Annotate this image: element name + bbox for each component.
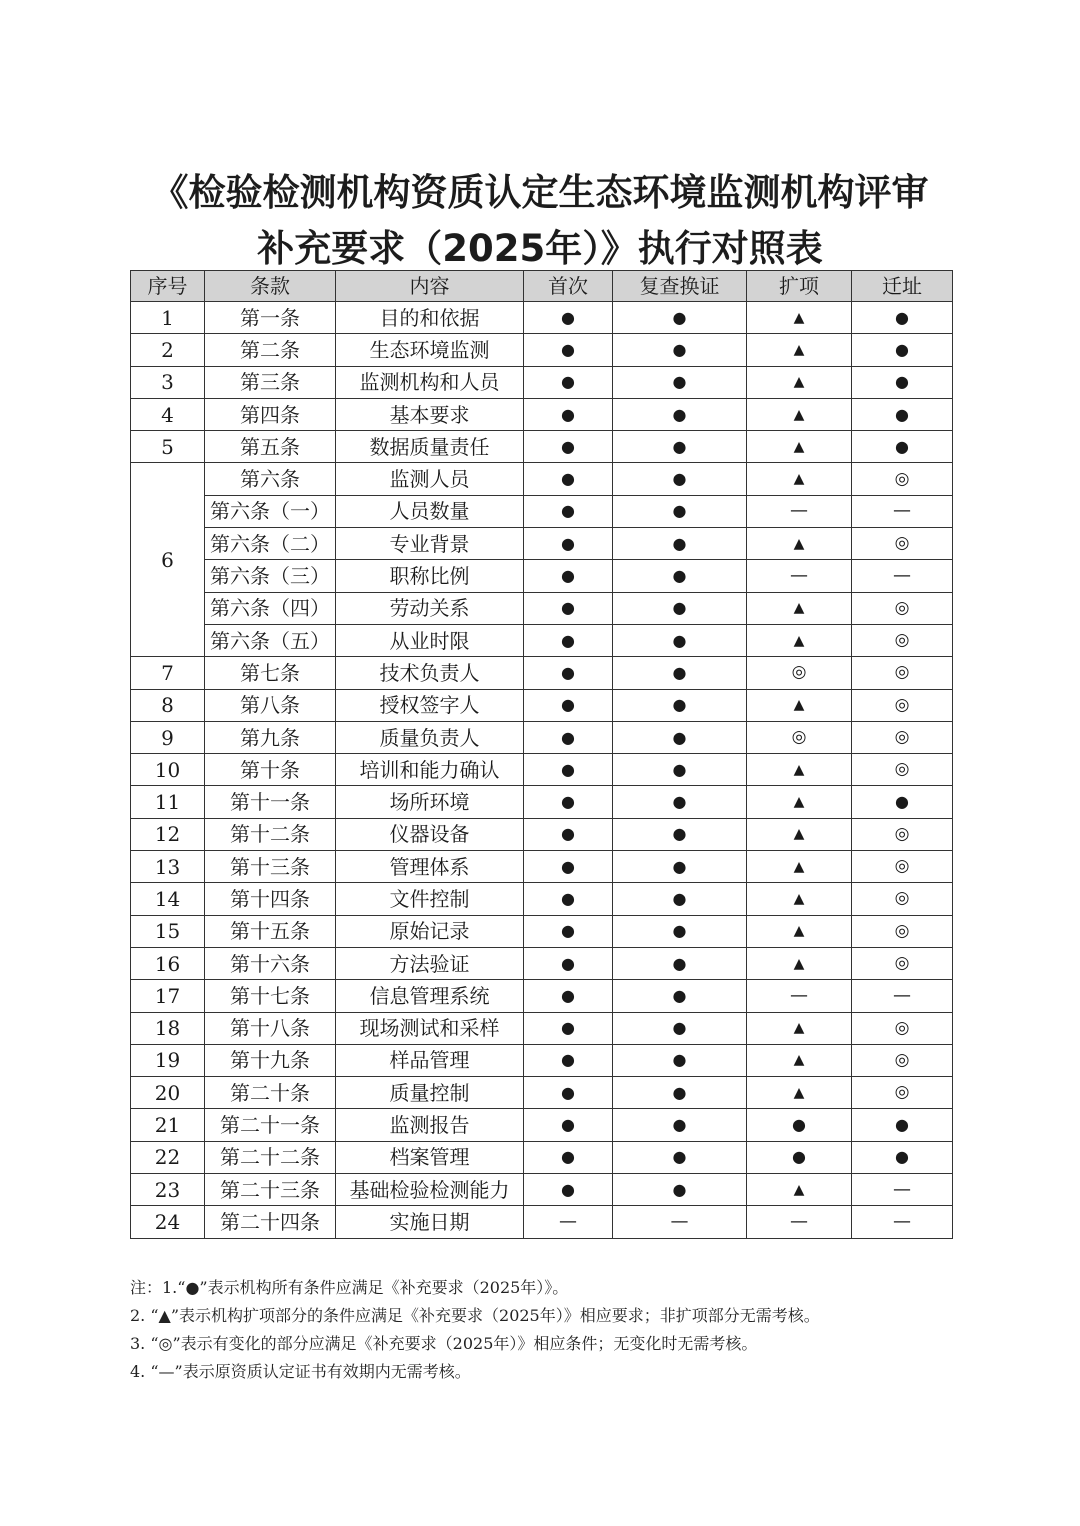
cell-renewal-symbol: ● — [613, 431, 747, 463]
cell-initial-symbol: ● — [524, 592, 613, 624]
cell-content: 培训和能力确认 — [336, 754, 524, 786]
cell-renewal-symbol: ● — [613, 1077, 747, 1109]
table-row — [131, 1012, 953, 1044]
cell-clause: 第十八条 — [205, 1012, 336, 1044]
cell-renewal-symbol: ● — [613, 947, 747, 979]
cell-expansion-symbol: ▲ — [747, 851, 852, 883]
table-row — [131, 302, 953, 334]
cell-renewal-symbol: ● — [613, 818, 747, 850]
cell-renewal-symbol: ● — [613, 366, 747, 398]
cell-renewal-symbol: — — [613, 1206, 747, 1238]
cell-relocation-symbol: ◎ — [852, 851, 953, 883]
cell-serial-number: 6 — [131, 463, 205, 657]
cell-relocation-symbol: — — [852, 1174, 953, 1206]
cell-relocation-symbol: ◎ — [852, 624, 953, 656]
cell-relocation-symbol: ◎ — [852, 947, 953, 979]
cell-content: 基础检验检测能力 — [336, 1174, 524, 1206]
note-1: 注：1.“●”表示机构所有条件应满足《补充要求（2025年）》。 — [130, 1278, 569, 1297]
cell-relocation-symbol: ● — [852, 786, 953, 818]
cell-initial-symbol: ● — [524, 495, 613, 527]
cell-initial-symbol: ● — [524, 1012, 613, 1044]
cell-expansion-symbol: ▲ — [747, 398, 852, 430]
table-row — [131, 851, 953, 883]
table-row — [131, 818, 953, 850]
cell-clause: 第二十条 — [205, 1077, 336, 1109]
table-row — [131, 689, 953, 721]
cell-initial-symbol: ● — [524, 980, 613, 1012]
header-clause: 条款 — [205, 271, 336, 302]
cell-relocation-symbol: ◎ — [852, 1044, 953, 1076]
cell-relocation-symbol: ◎ — [852, 689, 953, 721]
cell-expansion-symbol: ▲ — [747, 786, 852, 818]
cell-renewal-symbol: ● — [613, 302, 747, 334]
document-title-line-2: 补充要求（2025年）》执行对照表 — [257, 227, 823, 270]
cell-relocation-symbol: — — [852, 980, 953, 1012]
cell-renewal-symbol: ● — [613, 915, 747, 947]
cell-relocation-symbol: ◎ — [852, 754, 953, 786]
cell-serial-number: 7 — [131, 657, 205, 689]
cell-expansion-symbol: ▲ — [747, 302, 852, 334]
cell-initial-symbol: ● — [524, 883, 613, 915]
cell-initial-symbol: ● — [524, 851, 613, 883]
cell-renewal-symbol: ● — [613, 883, 747, 915]
cell-content: 场所环境 — [336, 786, 524, 818]
header-expansion: 扩项 — [747, 271, 852, 302]
cell-serial-number: 16 — [131, 947, 205, 979]
table-row — [131, 721, 953, 753]
cell-expansion-symbol: ▲ — [747, 1077, 852, 1109]
cell-initial-symbol: ● — [524, 528, 613, 560]
cell-expansion-symbol: ▲ — [747, 431, 852, 463]
cell-initial-symbol: — — [524, 1206, 613, 1238]
cell-clause: 第十四条 — [205, 883, 336, 915]
cell-initial-symbol: ● — [524, 915, 613, 947]
cell-content: 监测报告 — [336, 1109, 524, 1141]
cell-expansion-symbol: ● — [747, 1141, 852, 1173]
cell-clause: 第十二条 — [205, 818, 336, 850]
cell-initial-symbol: ● — [524, 1109, 613, 1141]
cell-serial-number: 11 — [131, 786, 205, 818]
cell-initial-symbol: ● — [524, 463, 613, 495]
cell-relocation-symbol: ◎ — [852, 883, 953, 915]
cell-initial-symbol: ● — [524, 624, 613, 656]
cell-clause: 第二十一条 — [205, 1109, 336, 1141]
cell-serial-number: 4 — [131, 398, 205, 430]
cell-expansion-symbol: ▲ — [747, 463, 852, 495]
cell-renewal-symbol: ● — [613, 624, 747, 656]
cell-relocation-symbol: ◎ — [852, 721, 953, 753]
cell-content: 人员数量 — [336, 495, 524, 527]
cell-clause: 第五条 — [205, 431, 336, 463]
cell-content: 仪器设备 — [336, 818, 524, 850]
cell-content: 基本要求 — [336, 398, 524, 430]
cell-renewal-symbol: ● — [613, 1141, 747, 1173]
cell-content: 原始记录 — [336, 915, 524, 947]
cell-serial-number: 5 — [131, 431, 205, 463]
comparison-table — [130, 270, 953, 1239]
cell-serial-number: 10 — [131, 754, 205, 786]
cell-relocation-symbol: — — [852, 495, 953, 527]
cell-content: 数据质量责任 — [336, 431, 524, 463]
cell-relocation-symbol: ◎ — [852, 1077, 953, 1109]
cell-renewal-symbol: ● — [613, 1174, 747, 1206]
cell-relocation-symbol: ● — [852, 398, 953, 430]
cell-initial-symbol: ● — [524, 947, 613, 979]
cell-clause: 第四条 — [205, 398, 336, 430]
table-row — [131, 1174, 953, 1206]
cell-expansion-symbol: — — [747, 560, 852, 592]
table-row — [131, 1044, 953, 1076]
cell-clause: 第三条 — [205, 366, 336, 398]
cell-content: 方法验证 — [336, 947, 524, 979]
cell-renewal-symbol: ● — [613, 1012, 747, 1044]
cell-serial-number: 20 — [131, 1077, 205, 1109]
cell-renewal-symbol: ● — [613, 1044, 747, 1076]
cell-clause: 第十条 — [205, 754, 336, 786]
cell-relocation-symbol: ● — [852, 1141, 953, 1173]
cell-clause: 第六条（一） — [205, 495, 336, 527]
cell-expansion-symbol: ▲ — [747, 528, 852, 560]
cell-renewal-symbol: ● — [613, 463, 747, 495]
table-row — [131, 366, 953, 398]
cell-content: 生态环境监测 — [336, 334, 524, 366]
table-row — [131, 980, 953, 1012]
cell-serial-number: 18 — [131, 1012, 205, 1044]
cell-clause: 第六条（二） — [205, 528, 336, 560]
cell-content: 文件控制 — [336, 883, 524, 915]
cell-content: 目的和依据 — [336, 302, 524, 334]
cell-initial-symbol: ● — [524, 366, 613, 398]
cell-initial-symbol: ● — [524, 1077, 613, 1109]
cell-expansion-symbol: ▲ — [747, 334, 852, 366]
cell-expansion-symbol: ▲ — [747, 1174, 852, 1206]
cell-initial-symbol: ● — [524, 431, 613, 463]
cell-clause: 第六条（三） — [205, 560, 336, 592]
header-initial: 首次 — [524, 271, 613, 302]
cell-relocation-symbol: ● — [852, 431, 953, 463]
cell-renewal-symbol: ● — [613, 1109, 747, 1141]
cell-content: 样品管理 — [336, 1044, 524, 1076]
cell-initial-symbol: ● — [524, 657, 613, 689]
document-title-line-1: 《检验检测机构资质认定生态环境监测机构评审 — [151, 171, 929, 214]
cell-relocation-symbol: ◎ — [852, 818, 953, 850]
cell-serial-number: 17 — [131, 980, 205, 1012]
cell-content: 劳动关系 — [336, 592, 524, 624]
cell-clause: 第二十四条 — [205, 1206, 336, 1238]
cell-clause: 第十七条 — [205, 980, 336, 1012]
cell-serial-number: 2 — [131, 334, 205, 366]
table-row — [131, 1141, 953, 1173]
cell-serial-number: 23 — [131, 1174, 205, 1206]
cell-initial-symbol: ● — [524, 786, 613, 818]
cell-renewal-symbol: ● — [613, 495, 747, 527]
cell-renewal-symbol: ● — [613, 980, 747, 1012]
table-notes — [130, 1274, 990, 1386]
cell-relocation-symbol: ◎ — [852, 592, 953, 624]
cell-serial-number: 1 — [131, 302, 205, 334]
cell-initial-symbol: ● — [524, 302, 613, 334]
table-row — [131, 786, 953, 818]
table-row — [131, 1109, 953, 1141]
cell-content: 专业背景 — [336, 528, 524, 560]
cell-content: 监测机构和人员 — [336, 366, 524, 398]
cell-expansion-symbol: ▲ — [747, 366, 852, 398]
cell-expansion-symbol: — — [747, 495, 852, 527]
cell-serial-number: 3 — [131, 366, 205, 398]
cell-renewal-symbol: ● — [613, 398, 747, 430]
cell-clause: 第六条（五） — [205, 624, 336, 656]
cell-initial-symbol: ● — [524, 1174, 613, 1206]
cell-relocation-symbol: ◎ — [852, 528, 953, 560]
cell-clause: 第十三条 — [205, 851, 336, 883]
cell-expansion-symbol: ◎ — [747, 721, 852, 753]
cell-serial-number: 14 — [131, 883, 205, 915]
table-row — [131, 334, 953, 366]
cell-clause: 第六条（四） — [205, 592, 336, 624]
cell-serial-number: 9 — [131, 721, 205, 753]
cell-content: 质量负责人 — [336, 721, 524, 753]
cell-initial-symbol: ● — [524, 1141, 613, 1173]
cell-relocation-symbol: ● — [852, 302, 953, 334]
cell-clause: 第二条 — [205, 334, 336, 366]
cell-renewal-symbol: ● — [613, 786, 747, 818]
cell-clause: 第八条 — [205, 689, 336, 721]
cell-renewal-symbol: ● — [613, 334, 747, 366]
cell-clause: 第十一条 — [205, 786, 336, 818]
cell-content: 监测人员 — [336, 463, 524, 495]
cell-serial-number: 24 — [131, 1206, 205, 1238]
cell-clause: 第十六条 — [205, 947, 336, 979]
cell-renewal-symbol: ● — [613, 528, 747, 560]
cell-relocation-symbol: ◎ — [852, 1012, 953, 1044]
header-renewal: 复查换证 — [613, 271, 747, 302]
header-serial-number: 序号 — [131, 271, 205, 302]
cell-expansion-symbol: ▲ — [747, 1044, 852, 1076]
cell-content: 实施日期 — [336, 1206, 524, 1238]
header-relocation: 迁址 — [852, 271, 953, 302]
cell-content: 质量控制 — [336, 1077, 524, 1109]
table-row — [131, 1077, 953, 1109]
cell-expansion-symbol: ▲ — [747, 689, 852, 721]
cell-expansion-symbol: ▲ — [747, 1012, 852, 1044]
cell-expansion-symbol: — — [747, 980, 852, 1012]
table-row — [131, 495, 953, 527]
cell-relocation-symbol: — — [852, 560, 953, 592]
header-content: 内容 — [336, 271, 524, 302]
cell-expansion-symbol: ▲ — [747, 592, 852, 624]
cell-clause: 第六条 — [205, 463, 336, 495]
cell-relocation-symbol: ● — [852, 366, 953, 398]
table-row — [131, 1206, 953, 1238]
cell-initial-symbol: ● — [524, 398, 613, 430]
cell-expansion-symbol: ▲ — [747, 883, 852, 915]
cell-clause: 第九条 — [205, 721, 336, 753]
cell-content: 管理体系 — [336, 851, 524, 883]
cell-clause: 第二十三条 — [205, 1174, 336, 1206]
note-4: 4. “—”表示原资质认定证书有效期内无需考核。 — [130, 1362, 471, 1381]
cell-initial-symbol: ● — [524, 689, 613, 721]
cell-content: 授权签字人 — [336, 689, 524, 721]
table-row — [131, 754, 953, 786]
cell-expansion-symbol: ▲ — [747, 915, 852, 947]
cell-serial-number: 22 — [131, 1141, 205, 1173]
cell-expansion-symbol: — — [747, 1206, 852, 1238]
cell-renewal-symbol: ● — [613, 560, 747, 592]
table-row — [131, 915, 953, 947]
cell-renewal-symbol: ● — [613, 657, 747, 689]
cell-serial-number: 12 — [131, 818, 205, 850]
cell-renewal-symbol: ● — [613, 592, 747, 624]
cell-content: 从业时限 — [336, 624, 524, 656]
table-row — [131, 463, 953, 495]
cell-renewal-symbol: ● — [613, 754, 747, 786]
cell-relocation-symbol: ● — [852, 1109, 953, 1141]
cell-serial-number: 15 — [131, 915, 205, 947]
cell-clause: 第十五条 — [205, 915, 336, 947]
cell-clause: 第二十二条 — [205, 1141, 336, 1173]
cell-initial-symbol: ● — [524, 560, 613, 592]
cell-relocation-symbol: ◎ — [852, 463, 953, 495]
cell-initial-symbol: ● — [524, 754, 613, 786]
cell-initial-symbol: ● — [524, 1044, 613, 1076]
note-3: 3. “◎”表示有变化的部分应满足《补充要求（2025年）》相应条件；无变化时无需考核。 — [130, 1334, 758, 1353]
cell-expansion-symbol: ▲ — [747, 624, 852, 656]
table-row — [131, 431, 953, 463]
cell-content: 职称比例 — [336, 560, 524, 592]
table-row — [131, 624, 953, 656]
cell-relocation-symbol: ◎ — [852, 915, 953, 947]
table-row — [131, 947, 953, 979]
table-row — [131, 560, 953, 592]
cell-clause: 第七条 — [205, 657, 336, 689]
cell-serial-number: 21 — [131, 1109, 205, 1141]
cell-relocation-symbol: ◎ — [852, 657, 953, 689]
table-row — [131, 528, 953, 560]
cell-renewal-symbol: ● — [613, 851, 747, 883]
cell-clause: 第十九条 — [205, 1044, 336, 1076]
cell-content: 档案管理 — [336, 1141, 524, 1173]
cell-initial-symbol: ● — [524, 334, 613, 366]
cell-expansion-symbol: ● — [747, 1109, 852, 1141]
table-row — [131, 657, 953, 689]
cell-relocation-symbol: — — [852, 1206, 953, 1238]
cell-content: 技术负责人 — [336, 657, 524, 689]
cell-content: 信息管理系统 — [336, 980, 524, 1012]
cell-renewal-symbol: ● — [613, 689, 747, 721]
cell-renewal-symbol: ● — [613, 721, 747, 753]
cell-serial-number: 8 — [131, 689, 205, 721]
cell-initial-symbol: ● — [524, 721, 613, 753]
cell-clause: 第一条 — [205, 302, 336, 334]
cell-expansion-symbol: ▲ — [747, 818, 852, 850]
cell-expansion-symbol: ▲ — [747, 947, 852, 979]
cell-expansion-symbol: ▲ — [747, 754, 852, 786]
cell-serial-number: 19 — [131, 1044, 205, 1076]
cell-initial-symbol: ● — [524, 818, 613, 850]
table-row — [131, 592, 953, 624]
table-header-row — [131, 271, 953, 302]
cell-serial-number: 13 — [131, 851, 205, 883]
cell-relocation-symbol: ● — [852, 334, 953, 366]
table-row — [131, 398, 953, 430]
cell-expansion-symbol: ◎ — [747, 657, 852, 689]
table-row — [131, 883, 953, 915]
note-2: 2. “▲”表示机构扩项部分的条件应满足《补充要求（2025年）》相应要求；非扩项部分无需考核。 — [130, 1306, 820, 1325]
cell-content: 现场测试和采样 — [336, 1012, 524, 1044]
